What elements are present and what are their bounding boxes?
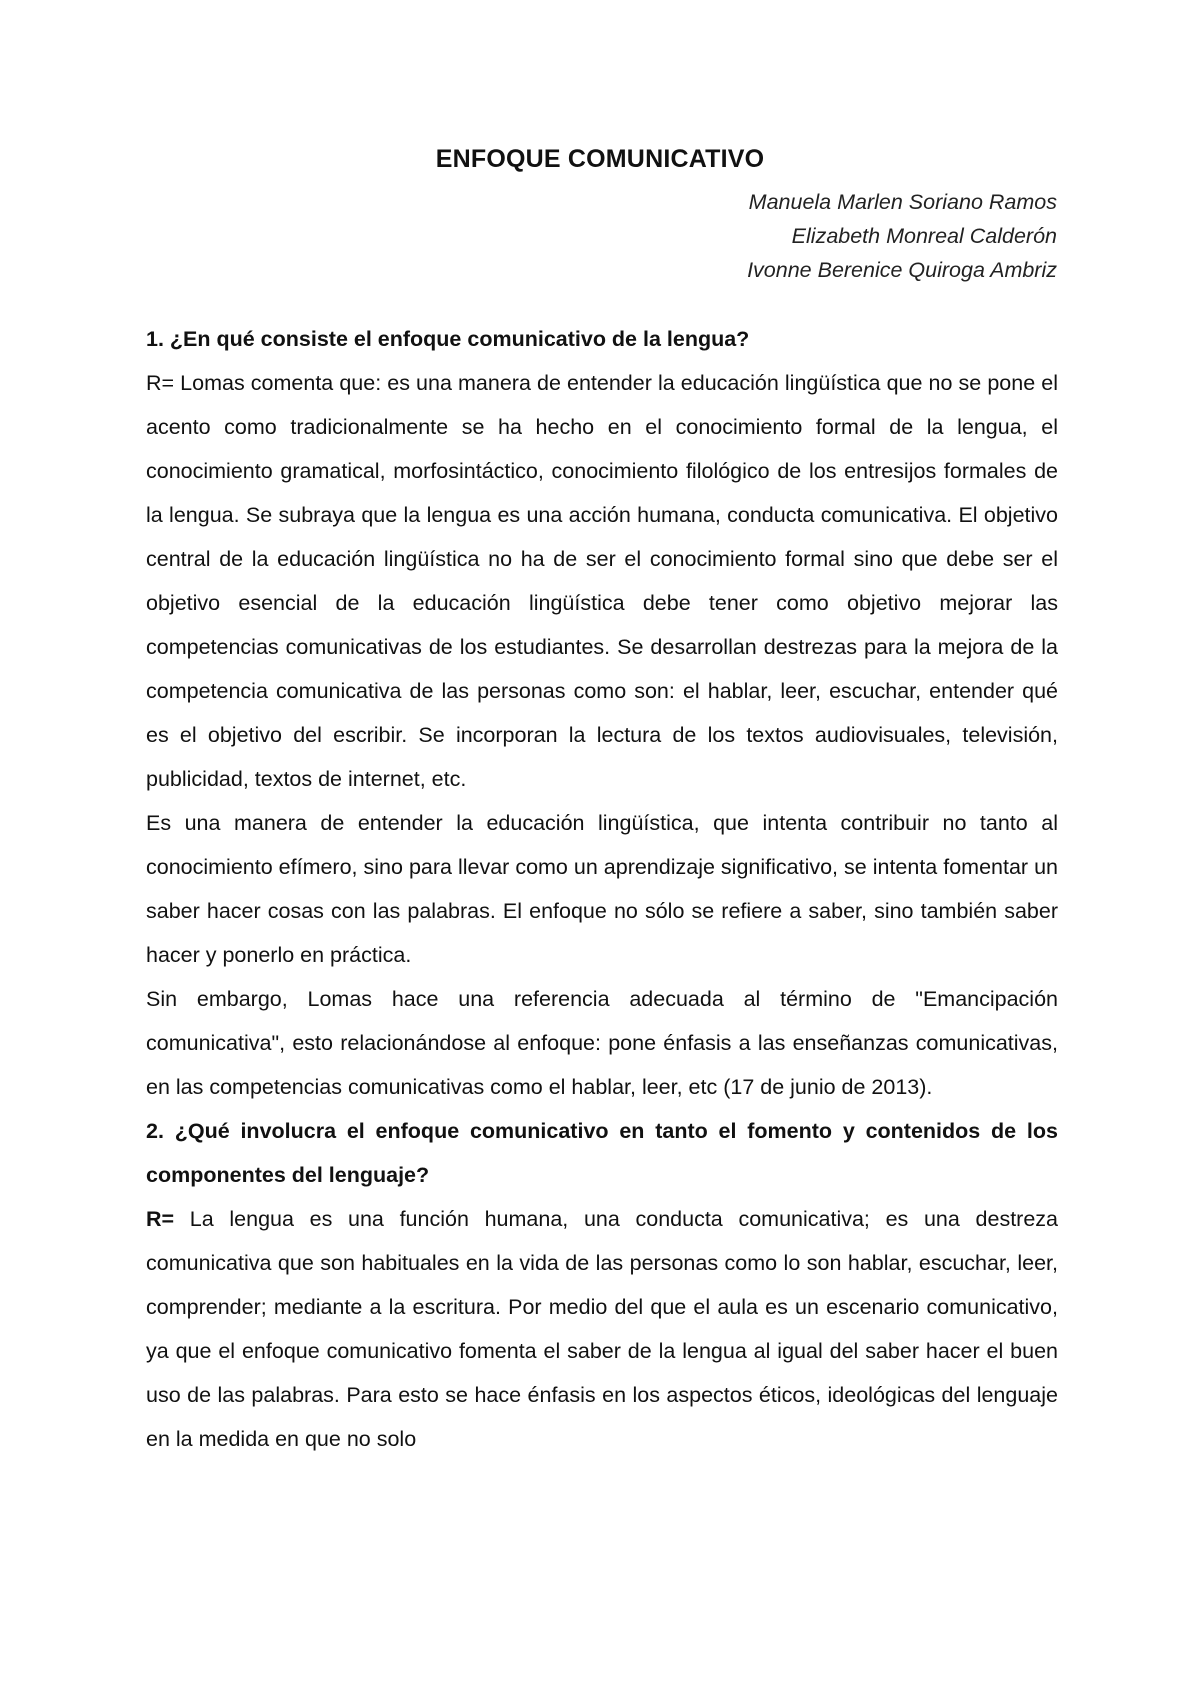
answer-1-paragraph: Es una manera de entender la educación lingüística, que intenta contribuir no tanto al conocimiento efímero, sino para llevar como un aprendizaje significativo, se intenta fomentar un saber hacer cosas con las palabras. El enfoque no sólo se refiere a saber, sino también saber hacer y ponerlo en práctica.: [146, 811, 1058, 967]
question-1-heading: 1. ¿En qué consiste el enfoque comunicativo de la lengua?: [146, 327, 750, 351]
author-name: Ivonne Berenice Quiroga Ambriz: [747, 258, 1057, 282]
question-2-heading: 2. ¿Qué involucra el enfoque comunicativo en tanto el fomento y contenidos de los componentes del lenguaje?: [146, 1119, 1058, 1187]
author-name: Elizabeth Monreal Calderón: [791, 224, 1057, 248]
answer-1-paragraph: Sin embargo, Lomas hace una referencia adecuada al término de "Emancipación comunicativa", esto relacionándose al enfoque: pone énfasis a las enseñanzas comunicativas, en las competencias comunicativas como el hablar, leer, etc (17 de junio de 2013).: [146, 987, 1058, 1099]
answer-2-paragraph: [146, 1197, 1058, 1461]
document-body: [146, 317, 1058, 1461]
document-title: ENFOQUE COMUNICATIVO: [435, 145, 765, 173]
answer-1-paragraph: R= Lomas comenta que: es una manera de entender la educación lingüística que no se pone el acento como tradicionalmente se ha hecho en el conocimiento formal de la lengua, el conocimiento gramatical, morfosintáctico, conocimiento filológico de los entresijos formales de la lengua. Se subraya que la lengua es una acción humana, conducta comunicativa. El objetivo central de la educación lingüística no ha de ser el conocimiento formal sino que debe ser el objetivo esencial de la educación lingüística debe tener como objetivo mejorar las competencias comunicativas de los estudiantes. Se desarrollan destrezas para la mejora de la competencia comunicativa de las personas como son: el hablar, leer, escuchar, entender qué es el objetivo del escribir. Se incorporan la lectura de los textos audiovisuales, televisión, publicidad, textos de internet, etc.: [146, 371, 1058, 791]
author-list: [747, 185, 1057, 287]
author-name: Manuela Marlen Soriano Ramos: [748, 190, 1057, 214]
answer-label: R=: [146, 1207, 175, 1231]
answer-2-text: La lengua es una función humana, una conducta comunicativa; es una destreza comunicativa que son habituales en la vida de las personas como lo son hablar, escuchar, leer, comprender; mediante a la escritura. Por medio del que el aula es un escenario comunicativo, ya que el enfoque comunicativo fomenta el saber de la lengua al igual del saber hacer el buen uso de las palabras. Para esto se hace énfasis en los aspectos éticos, ideológicas del lenguaje en la medida en que no solo: [146, 1207, 1058, 1451]
